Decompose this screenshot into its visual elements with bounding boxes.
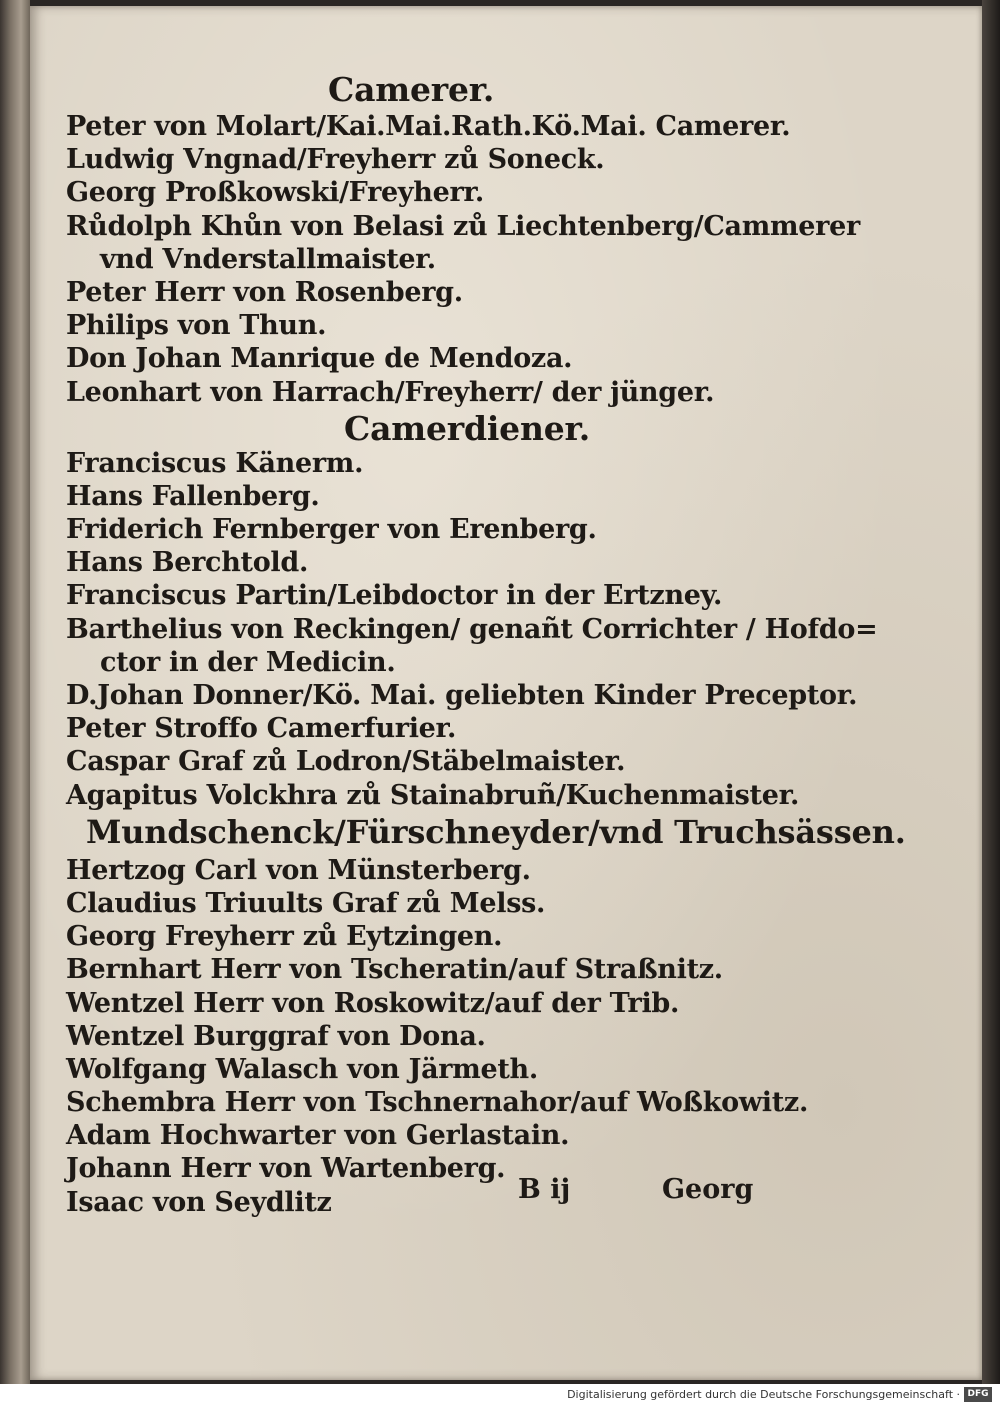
list-item: Philips von Thun. <box>66 310 327 342</box>
list-item-continuation: ctor in der Medicin. <box>100 646 396 678</box>
list-item: Peter Herr von Rosenberg. <box>66 276 463 308</box>
list-item: Isaac von Seydlitz <box>66 1186 332 1218</box>
list-item: D.Johan Donner/Kö. Mai. geliebten Kinder Preceptor. <box>66 680 858 711</box>
page-text <box>66 70 906 1219</box>
binding-edge <box>0 0 30 1384</box>
list-item: Franciscus Känerm. <box>66 447 364 479</box>
list-item: Don Johan Manrique de Mendoza. <box>66 343 573 375</box>
list-item: Georg Proßkowski/Freyherr. <box>66 177 484 209</box>
list-item: Caspar Graf zů Lodron/Stäbelmaister. <box>66 746 626 778</box>
list-item: Franciscus Partin/Leibdoctor in der Ertzney. <box>66 580 723 612</box>
page-catchwords <box>518 1174 778 1214</box>
heading-camerdiener: Camerdiener. <box>344 408 590 448</box>
list-item: Hans Berchtold. <box>66 547 309 579</box>
catchword: Georg <box>662 1174 754 1205</box>
dfg-logo: DFG <box>964 1387 992 1402</box>
heading-mundschenck: Mundschenck/Fürschneyder/vnd Truchsässen. <box>86 812 906 851</box>
list-item: Hertzog Carl von Münsterberg. <box>66 854 531 886</box>
list-item-continuation: vnd Vnderstallmaister. <box>100 243 436 275</box>
list-item: Wentzel Burggraf von Dona. <box>66 1020 486 1052</box>
list-item: Ludwig Vngnad/Freyherr zů Soneck. <box>66 144 605 176</box>
list-item: Georg Freyherr zů Eytzingen. <box>66 921 503 953</box>
heading-camerer: Camerer. <box>328 70 495 109</box>
list-item: Schembra Herr von Tschnernahor/auf Woßkowitz. <box>66 1087 809 1119</box>
scan-right-edge <box>982 0 1000 1384</box>
list-item: Bernhart Herr von Tscheratin/auf Straßnitz. <box>66 954 723 986</box>
list-item: Hans Fallenberg. <box>66 480 320 512</box>
list-item: Leonhart von Harrach/Freyherr/ der jünger. <box>66 376 715 408</box>
footer-bar <box>0 1384 1000 1406</box>
list-item: Johann Herr von Wartenberg. <box>66 1153 506 1185</box>
list-item: Wolfgang Walasch von Järmeth. <box>66 1053 538 1085</box>
list-item: Barthelius von Reckingen/ genañt Corrichter / Hofdo= <box>66 613 878 645</box>
footer-credit: Digitalisierung gefördert durch die Deutsche Forschungsgemeinschaft · <box>567 1388 960 1401</box>
list-item: Růdolph Khůn von Belasi zů Liechtenberg/Cammerer <box>66 210 860 242</box>
list-item: Peter Stroffo Camerfurier. <box>66 713 457 745</box>
list-item: Adam Hochwarter von Gerlastain. <box>66 1120 570 1152</box>
list-item: Peter von Molart/Kai.Mai.Rath.Kö.Mai. Camerer. <box>66 111 791 142</box>
signature-mark: B ij <box>518 1174 571 1205</box>
list-item: Wentzel Herr von Roskowitz/auf der Trib. <box>66 987 680 1019</box>
list-item: Claudius Triuults Graf zů Melss. <box>66 887 546 919</box>
list-item: Agapitus Volckhra zů Stainabruñ/Kuchenmaister. <box>66 779 800 811</box>
list-item: Friderich Fernberger von Erenberg. <box>66 514 597 546</box>
